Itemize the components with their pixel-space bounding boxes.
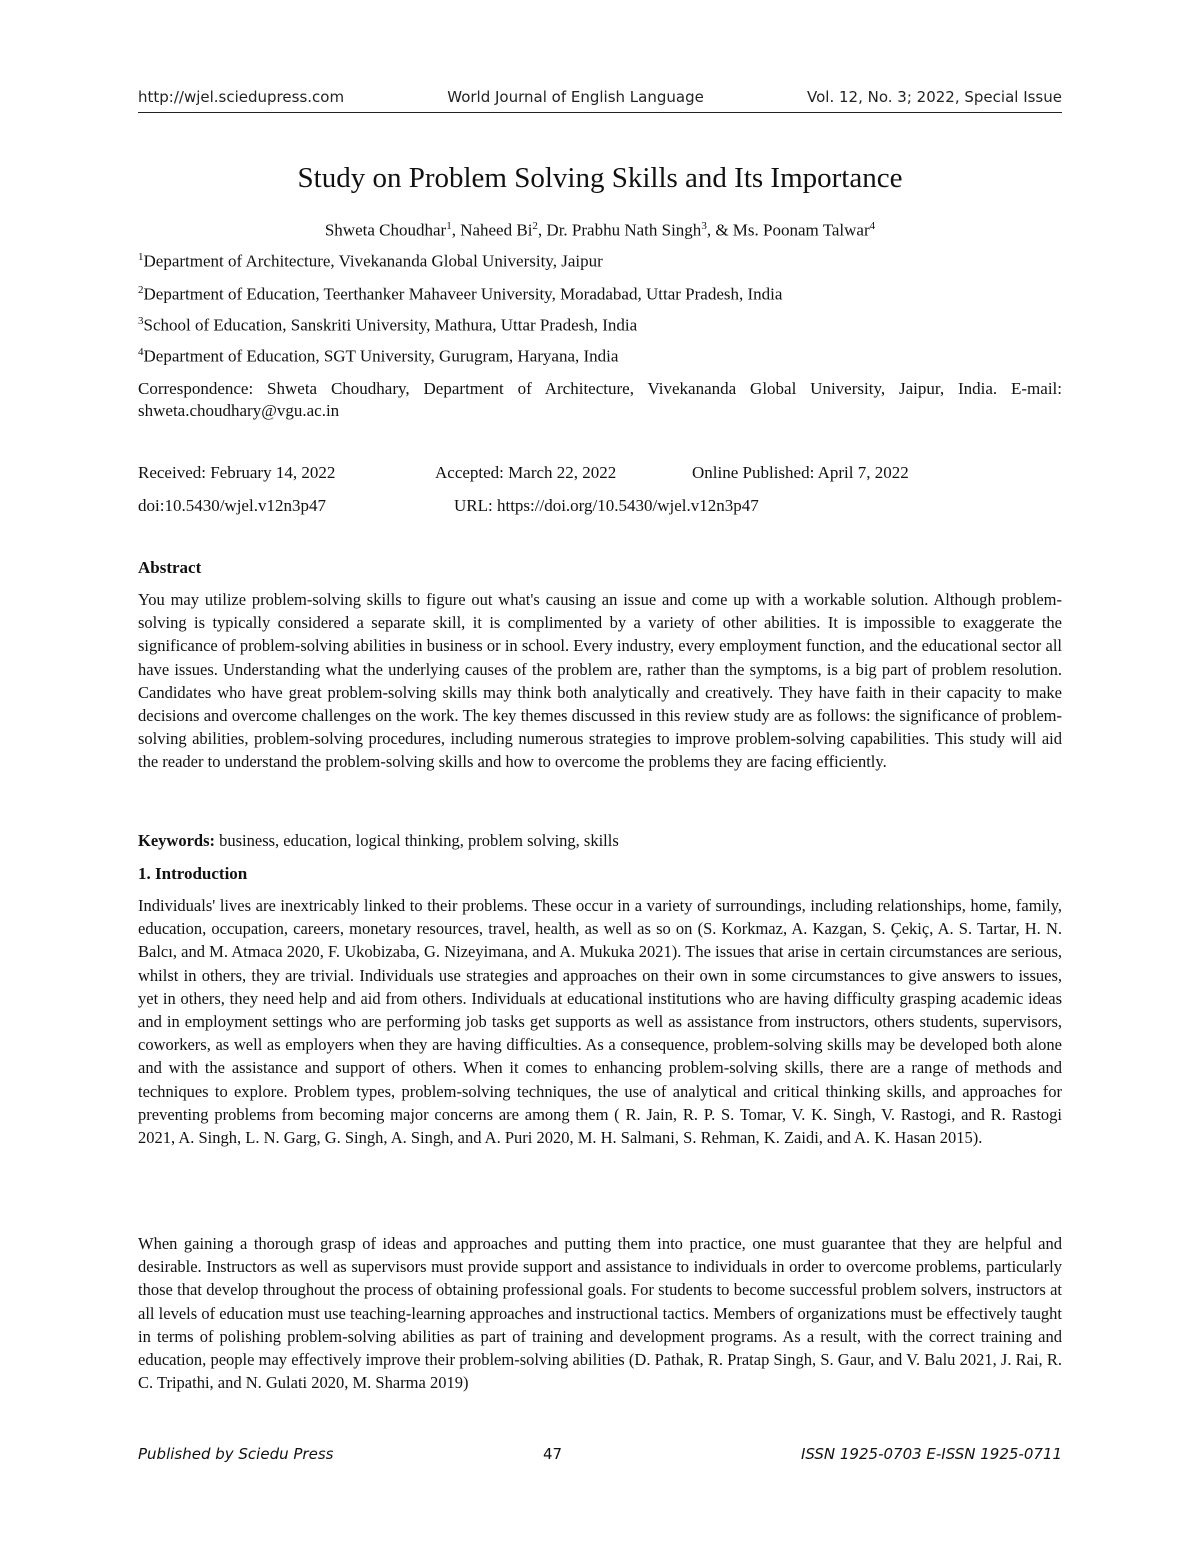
abstract-heading: Abstract (138, 558, 202, 577)
online-published-date: Online Published: April 7, 2022 (692, 463, 909, 482)
affiliation-3 (138, 315, 637, 336)
keywords (138, 831, 619, 851)
introduction-paragraph-1 (138, 894, 1062, 1149)
keywords-label: Keywords: (138, 831, 215, 850)
author-separator: , (537, 220, 547, 240)
correspondence: Correspondence: Shweta Choudhary, Department of Architecture, Vivekananda Global University, Jaipur, India. E-mail: shweta.choudhary@vgu.ac.in (138, 379, 1062, 420)
affiliation-sup: 3 (138, 315, 144, 327)
publisher: Published by Sciedu Press (138, 1445, 334, 1463)
issn: ISSN 1925-0703 E-ISSN 1925-0711 (800, 1445, 1062, 1463)
author-name: Ms. Poonam Talwar (732, 220, 870, 240)
received-date: Received: February 14, 2022 (138, 463, 336, 482)
volume-info: Vol. 12, No. 3; 2022, Special Issue (807, 88, 1062, 106)
doi: doi:10.5430/wjel.v12n3p47 (138, 496, 326, 515)
paragraph-text: When gaining a thorough grasp of ideas and approaches and putting them into practice, one must guarantee that they are helpful and desirable. Instructors as well as supervisors must provide support and assistance to individuals in order to overcome problems, particularly those that develop throughout the process of obtaining professional goals. For students to become successful problem solvers, instructors at all levels of education must use teaching-learning approaches and instructional tactics. Members of organizations must be effectively taught in terms of polishing problem-solving abilities as part of training and development programs. As a result, with the correct training and education, people may effectively improve their problem-solving abilities (D. Pathak, R. Pratap Singh, S. Gaur, and V. Balu 2021, J. Rai, R. C. Tripathi, and N. Gulati 2020, M. Sharma 2019) (138, 1234, 1062, 1393)
author-sup: 4 (869, 220, 876, 232)
paragraph-text: Individuals' lives are inextricably linked to their problems. These occur in a variety of surroundings, including relationships, home, family, education, occupation, careers, monetary resources, travel, health, as well as so on (S. Korkmaz, A. Kazgan, S. Çekiç, A. S. Tartar, H. N. Balcı, and M. Atmaca 2020, F. Ukobizaba, G. Nizeyimana, and A. Mukuka 2021). The issues that arise in certain circumstances are serious, whilst in others, they are trivial. Individuals use strategies and approaches on their own in some circumstances to give answers to issues, yet in others, they need help and aid from others. Individuals at educational institutions who are having difficulty grasping academic ideas and in employment settings who are performing job tasks get supports as well as assistance from instructors, others students, supervisors, coworkers, as well as employers when they are having difficulties. As a consequence, problem-solving skills may be developed both alone and with the assistance and support of others. When it comes to enhancing problem-solving skills, there are a range of methods and techniques to explore. Problem types, problem-solving techniques, the use of analytical and critical thinking skills, and approaches for preventing problems from becoming major concerns are among them ( R. Jain, R. P. S. Tomar, V. K. Singh, V. Rastogi, and R. Rastogi 2021, A. Singh, L. N. Garg, G. Singh, A. Singh, and A. Puri 2020, M. H. Salmani, S. Rehman, K. Zaidi, and A. K. Hasan 2015). (138, 896, 1062, 1148)
affiliation-sup: 2 (138, 284, 144, 296)
introduction-heading: 1. Introduction (138, 864, 248, 883)
author-separator: , (451, 220, 461, 240)
journal-url-link[interactable]: http://wjel.sciedupress.com (138, 88, 345, 106)
author-separator: , & (706, 220, 733, 240)
accepted-date: Accepted: March 22, 2022 (435, 463, 617, 482)
journal-name: World Journal of English Language (447, 88, 704, 106)
author-name: Naheed Bi (460, 220, 533, 240)
affiliation-2 (138, 284, 782, 305)
abstract-text: You may utilize problem-solving skills to figure out what's causing an issue and come up with a workable solution. Although problem-solving is typically considered a separate skill, it is complimented by a variety of other abilities. It is impossible to exaggerate the significance of problem-solving abilities in business or in school. Every industry, every employment function, and the educational sector all have issues. Understanding what the underlying causes of the problem are, rather than the symptoms, is a big part of problem resolution. Candidates who have great problem-solving skills may think both analytically and creatively. They have faith in their capacity to make decisions and overcome challenges on the work. The key themes discussed in this review study are as follows: the significance of problem-solving abilities, problem-solving procedures, including numerous strategies to improve problem-solving capabilities. This study will aid the reader to understand the problem-solving skills and how to overcome the problems they are facing efficiently. (138, 590, 1062, 772)
affiliation-text: Department of Architecture, Vivekananda Global University, Jaipur (143, 251, 603, 271)
affiliation-4 (138, 346, 618, 367)
author-sup: 2 (532, 220, 538, 232)
author-name: Dr. Prabhu Nath Singh (546, 220, 702, 240)
page-number: 47 (543, 1445, 563, 1463)
abstract-body (138, 588, 1062, 774)
affiliation-1 (138, 251, 603, 272)
paper-title: Study on Problem Solving Skills and Its Importance (297, 162, 903, 194)
affiliation-text: Department of Education, Teerthanker Mahaveer University, Moradabad, Uttar Pradesh, India (143, 284, 783, 304)
affiliation-text: Department of Education, SGT University, Gurugram, Haryana, India (143, 346, 619, 366)
affiliation-text: School of Education, Sanskriti University, Mathura, Uttar Pradesh, India (143, 315, 638, 335)
author-sup: 1 (446, 220, 452, 232)
author-list (0, 220, 1200, 241)
author-name: Shweta Choudhar (324, 220, 447, 240)
doi-url[interactable]: URL: https://doi.org/10.5430/wjel.v12n3p47 (454, 496, 759, 515)
author-sup: 3 (701, 220, 707, 232)
running-header (138, 88, 1062, 113)
introduction-paragraph-2 (138, 1232, 1062, 1394)
affiliation-sup: 1 (138, 251, 144, 263)
keywords-text: business, education, logical thinking, problem solving, skills (215, 831, 619, 850)
affiliation-sup: 4 (138, 346, 144, 358)
